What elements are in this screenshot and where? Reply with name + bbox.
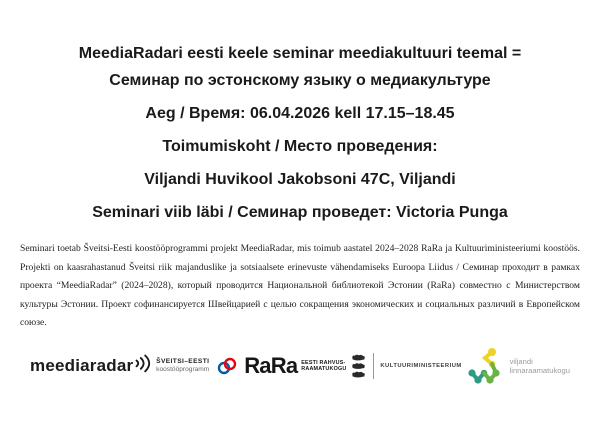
sveitsi-eesti-line2: koostööprogramm xyxy=(156,366,210,373)
rara-subtitle-line1: EESTI RAHVUS- xyxy=(301,359,346,366)
partner-logos-row xyxy=(0,338,600,394)
rara-subtitle xyxy=(301,360,346,373)
meediaradar-wordmark: meediaradar xyxy=(30,356,134,375)
estonian-coat-of-arms-icon xyxy=(351,354,367,379)
time-line: Aeg / Время: 06.04.2026 kell 17.15–18.45 xyxy=(145,105,455,122)
sveitsi-eesti-label xyxy=(156,358,209,374)
presenter-line: Seminari viib läbi / Семинар проведет: Victoria Punga xyxy=(92,204,508,221)
seminar-title-russian: Семинар по эстонскому языку о медиакультуре xyxy=(109,72,491,89)
logo-rara xyxy=(244,355,346,377)
logo-kultuuriministeerium xyxy=(351,353,461,379)
rara-subtitle-line2: RAAMATUKOGU xyxy=(301,366,347,372)
viljandi-molecule-icon xyxy=(467,345,504,387)
viljandi-line2: linnaraamatukogu xyxy=(509,366,570,375)
viljandi-line1: viljandi xyxy=(509,357,533,366)
rara-wordmark: RaRa xyxy=(244,353,298,378)
swiss-estonia-rings-icon xyxy=(215,356,239,376)
location-value: Viljandi Huvikool Jakobsoni 47C, Viljandi xyxy=(144,171,456,188)
description-paragraph: Seminari toetab Šveitsi-Eesti koostööprogrammi projekt MeediaRadar, mis toimub aastatel 2024–2028 RaRa ja Kultuuriministeeriumi koostöös. Projekti on kaasrahastanud Šveitsi riik majanduslike ja sotsiaalsete erinevuste vähendamiseks Euroopa Liidus / Семинар проходит в рамках проекта “MeediaRadar” (2024–2028), который проводится Национальной библиотекой Эстонии (RaRa) совместно с Министерством культуры Эстонии. Проект софинансируется Швейцарией с целью сокращения экономических и социальных различий в Европейском союзе. xyxy=(20,243,580,329)
sveitsi-eesti-line1: ŠVEITSI–EESTI xyxy=(156,358,210,365)
green-chain xyxy=(484,364,500,384)
seminar-title-estonian: MeediaRadari eesti keele seminar meediakultuuri teemal = xyxy=(78,45,522,62)
logo-meediaradar xyxy=(30,356,151,376)
radar-wave-arcs xyxy=(137,356,150,372)
logo-sveitsi-eesti xyxy=(156,356,239,376)
three-lions xyxy=(353,354,365,377)
location-label: Toimumiskoht / Место проведения: xyxy=(162,138,438,155)
radar-waves-icon xyxy=(134,351,151,375)
logo-viljandi-linnaraamatukogu xyxy=(467,345,570,387)
viljandi-label xyxy=(510,357,570,375)
logo-divider xyxy=(373,353,374,379)
kultuuriministeerium-label: KULTUURIMINISTEERIUM xyxy=(380,363,462,369)
